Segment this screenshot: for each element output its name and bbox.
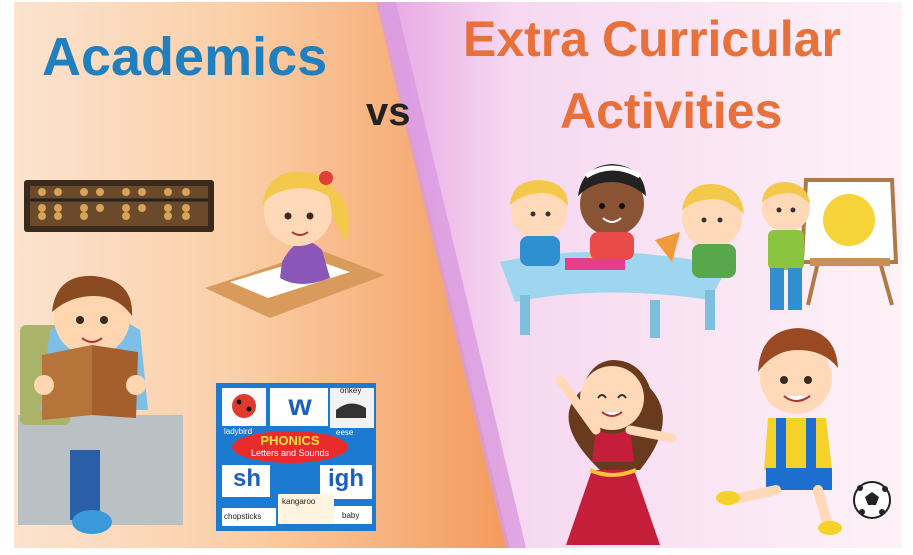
phonics-word: onkey	[340, 386, 362, 395]
phonics-word: kangaroo	[282, 497, 316, 506]
academics-heading: Academics	[42, 27, 328, 87]
phonics-word: baby	[342, 511, 360, 520]
phonics-subtitle: Letters and Sounds	[250, 448, 330, 458]
phonics-word: eese	[336, 428, 354, 437]
football-icon	[854, 482, 890, 518]
vs-label: vs	[366, 90, 411, 134]
phonics-digraph-sh: sh	[232, 465, 261, 492]
activities-heading-line1: Extra Curricular	[463, 11, 841, 67]
activities-heading-line2: Activities	[560, 83, 783, 139]
phonics-word: chopsticks	[224, 512, 262, 521]
phonics-title: PHONICS	[260, 433, 320, 448]
phonics-word: ladybird	[224, 427, 253, 436]
abacus-icon	[24, 180, 214, 232]
phonics-letter: w	[288, 389, 312, 422]
phonics-digraph-igh: igh	[328, 465, 364, 492]
